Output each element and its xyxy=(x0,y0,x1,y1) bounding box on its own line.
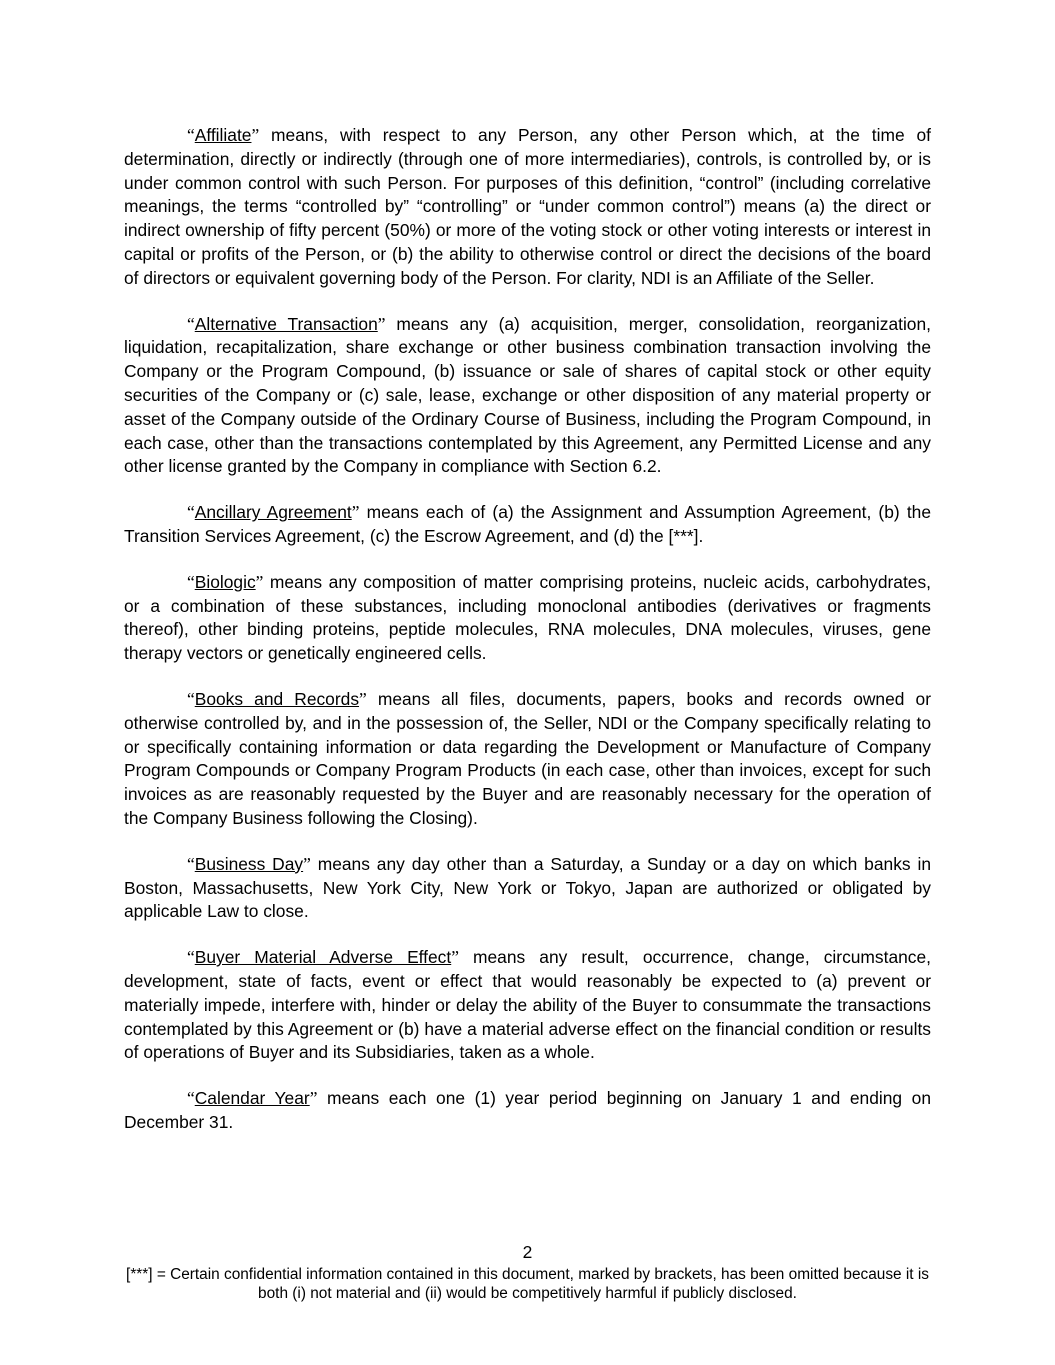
close-quote: ” xyxy=(377,313,386,334)
definition-books-and-records xyxy=(124,688,931,831)
open-quote: “ xyxy=(187,125,195,145)
definition-calendar-year xyxy=(124,1087,931,1135)
open-quote: “ xyxy=(187,947,195,968)
open-quote: “ xyxy=(187,853,195,874)
definition-alternative-transaction xyxy=(124,313,931,480)
close-quote: ” xyxy=(451,947,459,968)
open-quote: “ xyxy=(187,1088,195,1109)
close-quote: ” xyxy=(351,502,360,523)
defined-term: Books and Records xyxy=(194,688,360,709)
definition-text: means any composition of matter comprising proteins, nucleic acids, carbohydrates, or a combination of these substances, including monoclonal antibodies (derivatives or fragments thereof), other binding proteins, peptide molecules, RNA molecules, DNA molecules, viruses, gene therapy vectors or genetically engineered cells. xyxy=(124,571,931,664)
open-quote: “ xyxy=(187,571,195,592)
close-quote: ” xyxy=(359,688,367,709)
definition-business-day xyxy=(124,853,931,924)
definition-affiliate xyxy=(124,124,931,291)
close-quote: ” xyxy=(251,125,260,145)
close-quote: ” xyxy=(255,571,264,592)
definition-buyer-material-adverse-effect xyxy=(124,946,931,1065)
definition-text: means any day other than a Saturday, a Sunday or a day on which banks in Boston, Massachusetts, New York City, New York or Tokyo, Japan are authorized or obligated by applicable Law to close. xyxy=(124,853,931,922)
open-quote: “ xyxy=(187,313,195,334)
definition-ancillary-agreement xyxy=(124,501,931,549)
defined-term: Buyer Material Adverse Effect xyxy=(194,947,452,968)
definition-text: means all files, documents, papers, books and records owned or otherwise controlled by, and in the possession of, the Seller, NDI or the Company specifically relating to or specifically containing information or data regarding the Development or Manufacture of Company Program Compounds or Company Program Products (in each case, other than invoices, except for such invoices as are reasonably requested by the Buyer and are reasonably necessary for the operation of the Company Business following the Closing). xyxy=(124,688,931,828)
defined-term: Business Day xyxy=(194,853,304,874)
page-number: 2 xyxy=(522,1242,533,1262)
close-quote: ” xyxy=(309,1088,318,1109)
defined-term: Ancillary Agreement xyxy=(194,502,352,523)
open-quote: “ xyxy=(187,502,195,523)
confidentiality-notice: [***] = Certain confidential information contained in this document, marked by brackets, has been omitted because it is both (i) not material and (ii) would be competitively harmful if publicly disclosed. xyxy=(126,1266,929,1302)
defined-term: Biologic xyxy=(194,571,256,592)
definitions-section xyxy=(124,124,931,1157)
defined-term: Affiliate xyxy=(194,125,252,145)
defined-term: Calendar Year xyxy=(194,1088,310,1109)
definition-text: means, with respect to any Person, any other Person which, at the time of determination, directly or indirectly (through one of more intermediaries), controls, is controlled by, or is under common control with such Person. For purposes of this definition, “control” (including correlative meanings, the terms “controlled by” “controlling” or “under common control”) means (a) the direct or indirect ownership of fifty percent (50%) or more of the voting stock or other voting interests or interest in capital or profits of the Person, or (b) the ability to otherwise control or direct the decisions of the board of directors or equivalent governing body of the Person. For clarity, NDI is an Affiliate of the Seller. xyxy=(124,125,931,288)
definition-text: means any result, occurrence, change, circumstance, development, state of facts, event or effect that would reasonably be expected to (a) prevent or materially impede, interfere with, hinder or delay the ability of the Buyer to consummate the transactions contemplated by this Agreement or (b) have a material adverse effect on the financial condition or results of operations of Buyer and its Subsidiaries, taken as a whole. xyxy=(124,947,931,1063)
close-quote: ” xyxy=(303,853,311,874)
defined-term: Alternative Transaction xyxy=(194,313,378,334)
open-quote: “ xyxy=(187,688,195,709)
definition-biologic xyxy=(124,571,931,666)
definition-text: means any (a) acquisition, merger, consolidation, reorganization, liquidation, recapitalization, share exchange or other business combination transaction involving the Company or the Program Compound, (b) issuance or sale of shares of capital stock or other equity securities of the Company or (c) sale, lease, exchange or other disposition of any material property or asset of the Company outside of the Ordinary Course of Business, including the Program Compound, in each case, other than the transactions contemplated by this Agreement, any Permitted License and any other license granted by the Company in compliance with Section 6.2. xyxy=(124,313,931,477)
definition-text: means each one (1) year period beginning on January 1 and ending on December 31. xyxy=(124,1088,932,1132)
definition-text: means each of (a) the Assignment and Assumption Agreement, (b) the Transition Services Agreement, (c) the Escrow Agreement, and (d) the [***]. xyxy=(124,502,931,546)
